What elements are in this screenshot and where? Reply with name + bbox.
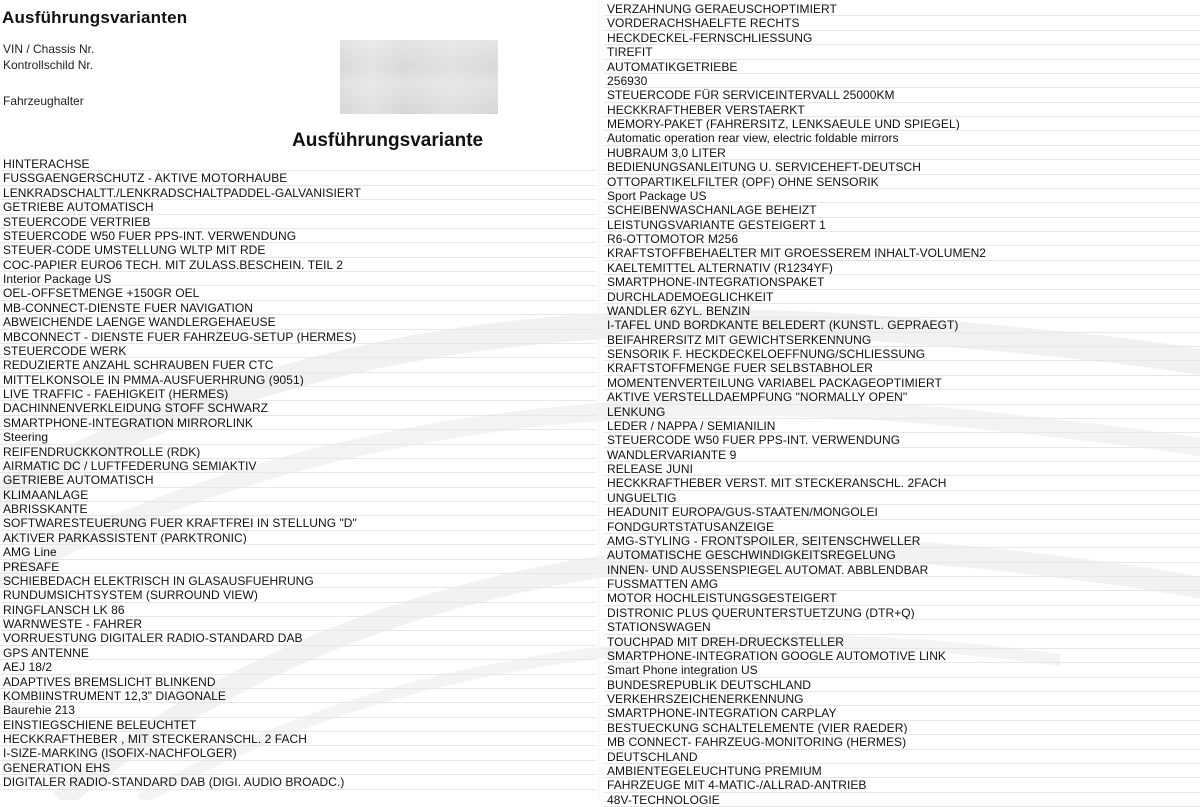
list-item: HECKKRAFTHEBER , MIT STECKERANSCHL. 2 FACH	[0, 732, 596, 746]
list-item: STEUERCODE W50 FUER PPS-INT. VERWENDUNG	[0, 229, 596, 243]
list-item: VORRUESTUNG DIGITALER RADIO-STANDARD DAB	[0, 631, 596, 645]
owner-label: Fahrzeughalter	[3, 94, 84, 108]
list-item: FONDGURTSTATUSANZEIGE	[604, 520, 1200, 534]
column-divider	[598, 0, 599, 800]
list-item: LENKUNG	[604, 405, 1200, 419]
list-item: LEDER / NAPPA / SEMIANILIN	[604, 419, 1200, 433]
list-item: INNEN- UND AUSSENSPIEGEL AUTOMAT. ABBLENDBAR	[604, 563, 1200, 577]
document-title: Ausführungsvarianten	[2, 8, 188, 27]
list-item: I-SIZE-MARKING (ISOFIX-NACHFOLGER)	[0, 746, 596, 760]
list-item: STATIONSWAGEN	[604, 620, 1200, 634]
list-item: COC-PAPIER EURO6 TECH. MIT ZULASS.BESCHEIN. TEIL 2	[0, 258, 596, 272]
list-item: BESTUECKUNG SCHALTELEMENTE (VIER RAEDER)	[604, 721, 1200, 735]
list-item: SOFTWARESTEUERUNG FUER KRAFTFREI IN STELLUNG "D"	[0, 516, 596, 530]
list-item: MB CONNECT- FAHRZEUG-MONITORING (HERMES)	[604, 735, 1200, 749]
right-option-list	[604, 2, 1200, 807]
list-item: MITTELKONSOLE IN PMMA-AUSFUERHRUNG (9051)	[0, 373, 596, 387]
list-item: RELEASE JUNI	[604, 462, 1200, 476]
list-item: FUSSGAENGERSCHUTZ - AKTIVE MOTORHAUBE	[0, 171, 596, 185]
list-item: AUTOMATISCHE GESCHWINDIGKEITSREGELUNG	[604, 548, 1200, 562]
list-item: VORDERACHSHAELFTE RECHTS	[604, 16, 1200, 30]
list-item: WANDLERVARIANTE 9	[604, 448, 1200, 462]
list-item: LENKRADSCHALTT./LENKRADSCHALTPADDEL-GALVANISIERT	[0, 186, 596, 200]
list-item: ABRISSKANTE	[0, 502, 596, 516]
list-item: Automatic operation rear view, electric foldable mirrors	[604, 131, 1200, 145]
list-item: RUNDUMSICHTSYSTEM (SURROUND VIEW)	[0, 588, 596, 602]
list-item: KRAFTSTOFFBEHAELTER MIT GROESSEREM INHALT-VOLUMEN2	[604, 246, 1200, 260]
list-item: SMARTPHONE-INTEGRATION GOOGLE AUTOMOTIVE LINK	[604, 649, 1200, 663]
list-item: WARNWESTE - FAHRER	[0, 617, 596, 631]
list-item: VERKEHRSZEICHENERKENNUNG	[604, 692, 1200, 706]
list-item: AMG-STYLING - FRONTSPOILER, SEITENSCHWELLER	[604, 534, 1200, 548]
list-item: ABWEICHENDE LAENGE WANDLERGEHAEUSE	[0, 315, 596, 329]
list-item: DEUTSCHLAND	[604, 750, 1200, 764]
list-item: HECKKRAFTHEBER VERSTAERKT	[604, 103, 1200, 117]
list-item: EINSTIEGSCHIENE BELEUCHTET	[0, 718, 596, 732]
list-item: Sport Package US	[604, 189, 1200, 203]
left-option-list	[0, 157, 596, 790]
list-item: DURCHLADEMOEGLICHKEIT	[604, 290, 1200, 304]
section-heading: Ausführungsvariante	[292, 130, 484, 151]
list-item: STEUERCODE WERK	[0, 344, 596, 358]
list-item: Steering	[0, 430, 596, 444]
list-item: MB-CONNECT-DIENSTE FUER NAVIGATION	[0, 301, 596, 315]
list-item: VERZAHNUNG GERAEUSCHOPTIMIERT	[604, 2, 1200, 16]
list-item: LIVE TRAFFIC - FAEHIGKEIT (HERMES)	[0, 387, 596, 401]
list-item: OTTOPARTIKELFILTER (OPF) OHNE SENSORIK	[604, 175, 1200, 189]
list-item: AKTIVE VERSTELLDAEMPFUNG "NORMALLY OPEN"	[604, 390, 1200, 404]
list-item: BEIFAHRERSITZ MIT GEWICHTSERKENNUNG	[604, 333, 1200, 347]
list-item: TIREFIT	[604, 45, 1200, 59]
list-item: PRESAFE	[0, 560, 596, 574]
list-item: HECKDECKEL-FERNSCHLIESSUNG	[604, 31, 1200, 45]
list-item: LEISTUNGSVARIANTE GESTEIGERT 1	[604, 218, 1200, 232]
list-item: SMARTPHONE-INTEGRATION MIRRORLINK	[0, 416, 596, 430]
list-item: STEUERCODE FÜR SERVICEINTERVALL 25000KM	[604, 88, 1200, 102]
list-item: AMBIENTEGELEUCHTUNG PREMIUM	[604, 764, 1200, 778]
list-item: FUSSMATTEN AMG	[604, 577, 1200, 591]
list-item: 256930	[604, 74, 1200, 88]
list-item: KLIMAANLAGE	[0, 488, 596, 502]
list-item: RINGFLANSCH LK 86	[0, 603, 596, 617]
list-item: SCHIEBEDACH ELEKTRISCH IN GLASAUSFUEHRUNG	[0, 574, 596, 588]
list-item: HINTERACHSE	[0, 157, 596, 171]
list-item: AEJ 18/2	[0, 660, 596, 674]
list-item: 48V-TECHNOLOGIE	[604, 793, 1200, 807]
list-item: FAHRZEUGE MIT 4-MATIC-/ALLRAD-ANTRIEB	[604, 778, 1200, 792]
list-item: AMG Line	[0, 545, 596, 559]
list-item: REIFENDRUCKKONTROLLE (RDK)	[0, 445, 596, 459]
list-item: HEADUNIT EUROPA/GUS-STAATEN/MONGOLEI	[604, 505, 1200, 519]
list-item: AUTOMATIKGETRIEBE	[604, 60, 1200, 74]
list-item: GPS ANTENNE	[0, 646, 596, 660]
list-item: ADAPTIVES BREMSLICHT BLINKEND	[0, 675, 596, 689]
list-item: WANDLER 6ZYL. BENZIN	[604, 304, 1200, 318]
redacted-field-values	[340, 40, 498, 114]
list-item: HECKKRAFTHEBER VERST. MIT STECKERANSCHL. 2FACH	[604, 476, 1200, 490]
plate-label: Kontrollschild Nr.	[3, 58, 94, 72]
list-item: KAELTEMITTEL ALTERNATIV (R1234YF)	[604, 261, 1200, 275]
list-item: UNGUELTIG	[604, 491, 1200, 505]
vin-label: VIN / Chassis Nr.	[3, 42, 95, 56]
list-item: AKTIVER PARKASSISTENT (PARKTRONIC)	[0, 531, 596, 545]
list-item: I-TAFEL UND BORDKANTE BELEDERT (KUNSTL. GEPRAEGT)	[604, 318, 1200, 332]
list-item: DISTRONIC PLUS QUERUNTERSTUETZUNG (DTR+Q)	[604, 606, 1200, 620]
list-item: Smart Phone integration US	[604, 663, 1200, 677]
list-item: KRAFTSTOFFMENGE FUER SELBSTABHOLER	[604, 361, 1200, 375]
list-item: BUNDESREPUBLIK DEUTSCHLAND	[604, 678, 1200, 692]
list-item: HUBRAUM 3,0 LITER	[604, 146, 1200, 160]
list-item: STEUERCODE VERTRIEB	[0, 215, 596, 229]
list-item: DACHINNENVERKLEIDUNG STOFF SCHWARZ	[0, 401, 596, 415]
list-item: SCHEIBENWASCHANLAGE BEHEIZT	[604, 203, 1200, 217]
list-item: MOMENTENVERTEILUNG VARIABEL PACKAGEOPTIMIERT	[604, 376, 1200, 390]
list-item: STEUERCODE W50 FUER PPS-INT. VERWENDUNG	[604, 433, 1200, 447]
list-item: Interior Package US	[0, 272, 596, 286]
list-item: KOMBIINSTRUMENT 12,3" DIAGONALE	[0, 689, 596, 703]
list-item: SMARTPHONE-INTEGRATIONSPAKET	[604, 275, 1200, 289]
list-item: DIGITALER RADIO-STANDARD DAB (DIGI. AUDIO BROADC.)	[0, 775, 596, 789]
list-item: SENSORIK F. HECKDECKELOEFFNUNG/SCHLIESSUNG	[604, 347, 1200, 361]
list-item: STEUER-CODE UMSTELLUNG WLTP MIT RDE	[0, 243, 596, 257]
list-item: TOUCHPAD MIT DREH-DRUECKSTELLER	[604, 635, 1200, 649]
list-item: MEMORY-PAKET (FAHRERSITZ, LENKSAEULE UND SPIEGEL)	[604, 117, 1200, 131]
list-item: OEL-OFFSETMENGE +150GR OEL	[0, 286, 596, 300]
list-item: SMARTPHONE-INTEGRATION CARPLAY	[604, 706, 1200, 720]
list-item: Baurehie 213	[0, 703, 596, 717]
list-item: REDUZIERTE ANZAHL SCHRAUBEN FUER CTC	[0, 358, 596, 372]
list-item: MOTOR HOCHLEISTUNGSGESTEIGERT	[604, 591, 1200, 605]
list-item: GETRIEBE AUTOMATISCH	[0, 200, 596, 214]
list-item: AIRMATIC DC / LUFTFEDERUNG SEMIAKTIV	[0, 459, 596, 473]
list-item: R6-OTTOMOTOR M256	[604, 232, 1200, 246]
list-item: MBCONNECT - DIENSTE FUER FAHRZEUG-SETUP (HERMES)	[0, 330, 596, 344]
list-item: GENERATION EHS	[0, 761, 596, 775]
list-item: GETRIEBE AUTOMATISCH	[0, 473, 596, 487]
list-item: BEDIENUNGSANLEITUNG U. SERVICEHEFT-DEUTSCH	[604, 160, 1200, 174]
